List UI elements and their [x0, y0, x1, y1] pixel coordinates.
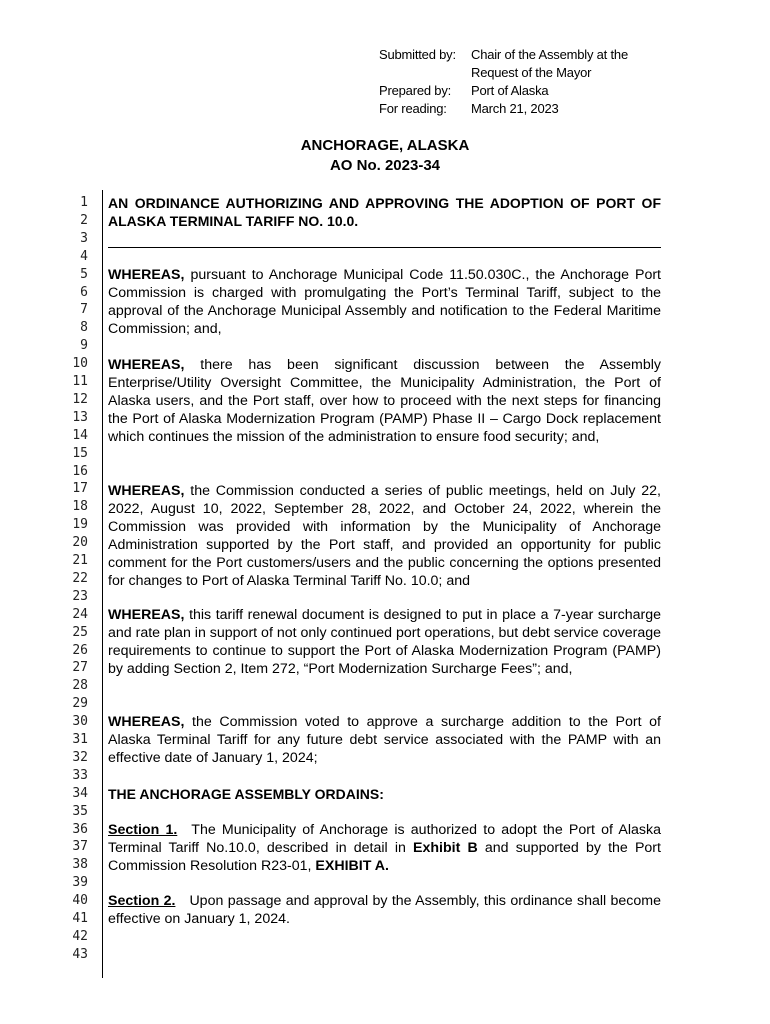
submitted-by-row-2 — [379, 64, 628, 82]
line-number: 10 — [72, 356, 88, 372]
line-number: 18 — [72, 499, 88, 515]
section-1-text-b: and supported by the Port Commission Resolution R23-01, — [108, 840, 661, 874]
line-number: 14 — [72, 427, 88, 443]
submission-info — [379, 46, 628, 118]
line-number: 1 — [80, 195, 88, 210]
line-number: 20 — [72, 535, 88, 551]
whereas-text: pursuant to Anchorage Municipal Code 11.50.030C., the Anchorage Port Commission is charged with promulgating the Port’s Terminal Tariff, subject to the approval of the Anchorage Municipal Assembly and notification to the Federal Maritime Commission; and, — [108, 267, 661, 337]
line-number: 36 — [72, 821, 88, 837]
margin-rule — [102, 190, 103, 978]
line-number: 42 — [72, 928, 88, 944]
whereas-lead: WHEREAS, — [108, 483, 185, 499]
section-1 — [108, 821, 661, 875]
submitted-by-label: Submitted by: — [379, 47, 456, 62]
whereas-clause-3 — [108, 482, 661, 590]
section-1-text-a: The Municipality of Anchorage is authorized to adopt the Port of Alaska Terminal Tariff No.10.0, described in detail in — [108, 822, 661, 856]
line-number: 11 — [72, 374, 88, 389]
line-number: 15 — [72, 445, 88, 461]
heading-divider — [108, 247, 661, 248]
line-number: 19 — [72, 517, 88, 533]
line-number: 39 — [72, 875, 88, 891]
line-number: 24 — [72, 606, 88, 622]
prepared-by-label: Prepared by: — [379, 83, 452, 98]
whereas-lead: WHEREAS, — [108, 267, 185, 283]
prepared-by-row — [379, 82, 628, 100]
line-number: 16 — [72, 463, 88, 479]
for-reading-value: March 21, 2023 — [471, 101, 559, 116]
whereas-clause-2 — [108, 356, 661, 446]
document-title: ANCHORAGE, ALASKA — [300, 137, 470, 154]
line-number: 27 — [72, 660, 88, 676]
line-number: 28 — [72, 678, 88, 694]
whereas-text: this tariff renewal document is designed to put in place a 7-year surcharge and rate plan in support of not only continued port operations, but debt service coverage requirements to continue to support the Port of Alaska Modernization Program (PAMP) by adding Section 2, Item 272, “Port Modernization Surcharge Fees”; and, — [108, 607, 661, 677]
exhibit-a: EXHIBIT A. — [315, 858, 389, 874]
section-2-text: Upon passage and approval by the Assembly, this ordinance shall become effective on January 1, 2024. — [108, 893, 661, 927]
exhibit-b: Exhibit B — [413, 840, 478, 856]
ordinance-number: AO No. 2023-34 — [329, 157, 441, 174]
whereas-lead: WHEREAS, — [108, 357, 185, 373]
whereas-clause-5 — [108, 713, 661, 767]
line-number: 25 — [72, 624, 88, 640]
line-number: 8 — [80, 320, 88, 336]
line-number: 32 — [72, 749, 88, 765]
line-number: 43 — [72, 946, 88, 962]
line-number: 13 — [72, 409, 88, 425]
line-number: 23 — [72, 588, 88, 604]
line-number: 26 — [72, 642, 88, 658]
line-number: 17 — [72, 481, 88, 497]
submitted-by-value-2: Request of the Mayor — [471, 65, 592, 80]
line-number: 29 — [72, 696, 88, 712]
whereas-lead: WHEREAS, — [108, 714, 185, 730]
line-number: 9 — [80, 338, 88, 354]
whereas-clause-1 — [108, 266, 661, 338]
line-number: 40 — [72, 893, 88, 909]
line-number: 41 — [72, 911, 88, 926]
whereas-text: the Commission voted to approve a surcharge addition to the Port of Alaska Terminal Tariff for any future debt service associated with the PAMP with an effective date of January 1, 2024; — [108, 714, 661, 766]
whereas-lead: WHEREAS, — [108, 607, 185, 623]
line-number: 21 — [72, 553, 88, 568]
for-reading-label: For reading: — [379, 101, 447, 116]
line-number: 34 — [72, 785, 88, 801]
line-number: 30 — [72, 714, 88, 730]
line-number: 5 — [80, 266, 88, 282]
line-number: 33 — [72, 767, 88, 783]
prepared-by-value: Port of Alaska — [471, 83, 549, 98]
section-2 — [108, 892, 661, 928]
for-reading-row — [379, 100, 628, 118]
whereas-text: the Commission conducted a series of public meetings, held on July 22, 2022, August 10, 2022, September 28, 2022, and October 24, 2022, wherein the Commission was provided with information by the Municipality of Anchorage Administration supported by the Port staff, and provided an opportunity for public comment for the Port customers/users and the public concerning the options presented for changes to Port of Alaska Terminal Tariff No. 10.0; and — [108, 483, 661, 589]
submitted-by-value-1: Chair of the Assembly at the — [471, 47, 628, 62]
ordinance-heading: AN ORDINANCE AUTHORIZING AND APPROVING THE ADOPTION OF PORT OF ALASKA TERMINAL TARIFF NO. 10.0. — [108, 195, 661, 229]
line-number: 22 — [72, 570, 88, 586]
line-number: 7 — [80, 302, 88, 318]
line-number: 6 — [80, 284, 88, 300]
whereas-clause-4 — [108, 606, 661, 678]
section-1-label: Section 1. — [108, 822, 178, 838]
line-number: 37 — [72, 839, 88, 855]
ordains-heading: THE ANCHORAGE ASSEMBLY ORDAINS: — [108, 786, 384, 802]
line-number: 35 — [72, 803, 88, 819]
section-2-label: Section 2. — [108, 893, 176, 909]
line-number: 3 — [80, 230, 88, 246]
line-number: 12 — [72, 391, 88, 407]
line-number: 4 — [80, 248, 88, 264]
whereas-text: there has been significant discussion between the Assembly Enterprise/Utility Oversight Committee, the Municipality Administration, the Port of Alaska users, and the Port staff, over how to proceed with the next steps for financing the Port of Alaska Modernization Program (PAMP) Phase II – Cargo Dock replacement which continues the mission of the administration to ensure food security; and, — [108, 357, 661, 445]
line-number: 38 — [72, 857, 88, 873]
line-number: 2 — [80, 212, 88, 228]
submitted-by-row — [379, 46, 628, 64]
line-number: 31 — [72, 732, 88, 747]
